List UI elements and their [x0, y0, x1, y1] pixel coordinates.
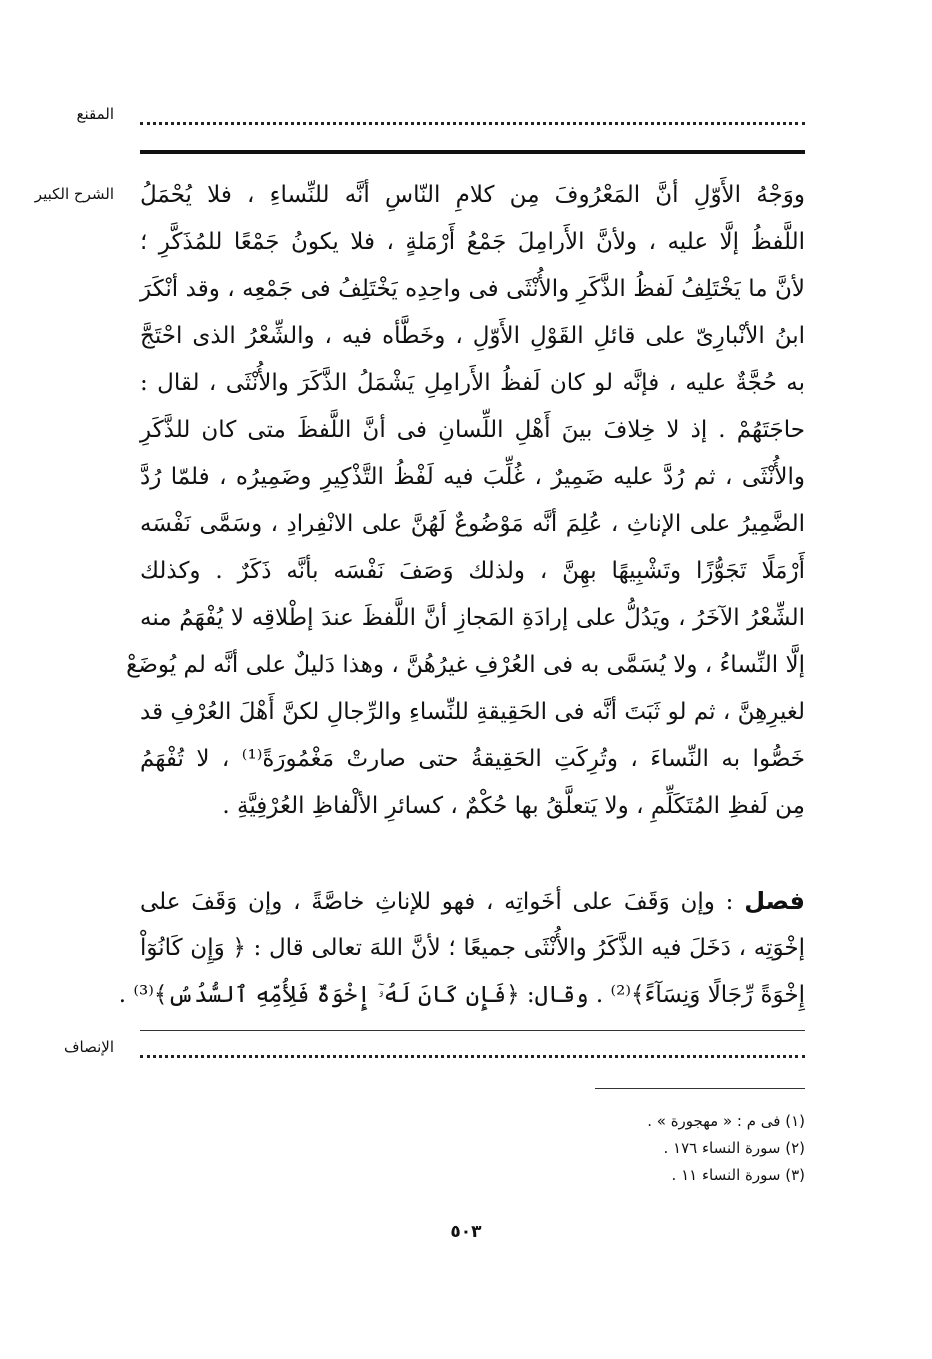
section-fasl	[118, 878, 805, 1019]
text-line: حاجَتَهُمْ . إذ لا خِلافَ بينَ أَهْلِ اللِّسانِ فى أنَّ اللَّفظَ متى كان للذَّكَرِ	[140, 417, 805, 443]
text-line: اللَّفظُ إلَّا عليه ، ولأنَّ الأَرامِلَ جَمْعُ أَرْمَلةٍ ، فلا يكونُ جَمْعًا للمُذَكَّرِ ؛	[140, 229, 805, 255]
footnote: (١) فى م : « مهجورة » .	[647, 1112, 805, 1130]
footnote: (٣) سورة النساء ١١ .	[671, 1166, 805, 1184]
text-line: والأُنْثَى ، ثم رُدَّ عليه ضَمِيرٌ ، غُلِّبَ فيه لَفْظُ التَّذْكِيرِ وضَمِيرُه ، فلمّا رُدَّ	[140, 464, 805, 490]
section-line: إخْوَتِه ، دَخَلَ فيه الذَّكَرُ والأُنْثَى جميعًا ؛ لأنَّ اللهَ تعالى قال : ﴿ وَإِن كَانُوٓاْ	[140, 935, 805, 961]
header-label-muqni: المقنع	[76, 105, 114, 123]
dotted-divider-top	[140, 122, 805, 125]
section-line: إِخْوَةً رِّجَالًا وَنِسَآءً﴾⁽²⁾ . وقال: ﴿فَإِن كَانَ لَهُۥٓ إِخْوَةٌ فَلِأُمِّهِ ٱلسُّدُسُ﴾⁽³⁾ .	[118, 982, 805, 1008]
text-line: مِن لَفظِ المُتَكَلِّمِ ، ولا يَتعلَّقُ بها حُكْمٌ ، كسائرِ الألْفاظِ العُرْفِيَّةِ .	[222, 793, 805, 819]
side-label-insaf: الإنصاف	[63, 1038, 114, 1056]
text-line: ابنُ الأنْبارِىّ على قائلِ القَوْلِ الأَوّلِ ، وخَطَّأه فيه ، والشِّعْرُ الذى احْتَجَّ	[140, 323, 805, 349]
text-line: به حُجَّةٌ عليه ، فإنَّه لو كان لَفظُ الأَرامِلِ يَشْمَلُ الذَّكَرَ والأُنْثَى ، لقال :	[140, 370, 805, 396]
text-line: لأنَّ ما يَخْتَلِفُ لَفظُ الذَّكَرِ والأُنْثَى فى واحِدِه يَخْتَلِفُ فى جَمْعِه ، وقد أنْكَرَ	[140, 276, 805, 302]
text-line: خَصُّوا به النِّساءَ ، وتُرِكَتِ الحَقِيقةُ حتى صارتْ مَغْمُورَةً⁽¹⁾ ، لا تُفْهَمُ	[140, 746, 805, 772]
text-line: إلَّا النِّساءُ ، ولا يُسَمَّى به فى العُرْفِ غيرُهُنَّ ، وهذا دَليلٌ على أنَّه لم يُوضَعْ	[126, 652, 805, 678]
text-line: ووَجْهُ الأَوّلِ أنَّ المَعْرُوفَ مِن كلامِ النّاسِ أنَّه للنِّساءِ ، فلا يُحْمَلُ	[140, 182, 805, 208]
text-line: لغيرِهِنَّ ، ثم لو ثَبَتَ أنَّه فى الحَقِيقةِ للنِّساءِ والرِّجالِ لكنَّ أَهْلَ العُرْفِ قد	[140, 699, 805, 725]
main-paragraph	[126, 172, 805, 830]
section-line-text: : وإن وَقَفَ على أخَواتِه ، فهو للإناثِ خاصَّةً ، وإن وَقَفَ على	[140, 889, 734, 915]
footnote-divider	[595, 1088, 805, 1089]
dotted-divider-bottom	[140, 1055, 805, 1058]
section-heading: فصل	[744, 887, 805, 915]
thick-divider	[140, 150, 805, 154]
text-line: الضَّمِيرُ على الإناثِ ، عُلِمَ أنَّه مَوْضُوعٌ لَهُنَّ على الانْفِرادِ ، وسَمَّى نَفْسَه	[140, 511, 805, 537]
side-label-sharh-kabir: الشرح الكبير	[34, 185, 114, 203]
text-line: أَرْمَلًا تَجَوُّزًا وتَشْبِيهًا بهِنَّ ، ولذلك وَصَفَ نَفْسَه بأنَّه ذَكَرٌ . وكذلك	[140, 558, 805, 584]
section-first-line	[140, 878, 805, 925]
page-number: ٥٠٣	[450, 1222, 482, 1242]
footnotes	[647, 1108, 805, 1189]
text-line: الشِّعْرُ الآخَرُ ، ويَدُلُّ على إرادَةِ المَجازِ أنَّ اللَّفظَ عندَ إطْلاقِه لا يُفْهَمُ منه	[140, 605, 805, 631]
thin-divider	[140, 1030, 805, 1031]
footnote: (٢) سورة النساء ١٧٦ .	[663, 1139, 805, 1157]
